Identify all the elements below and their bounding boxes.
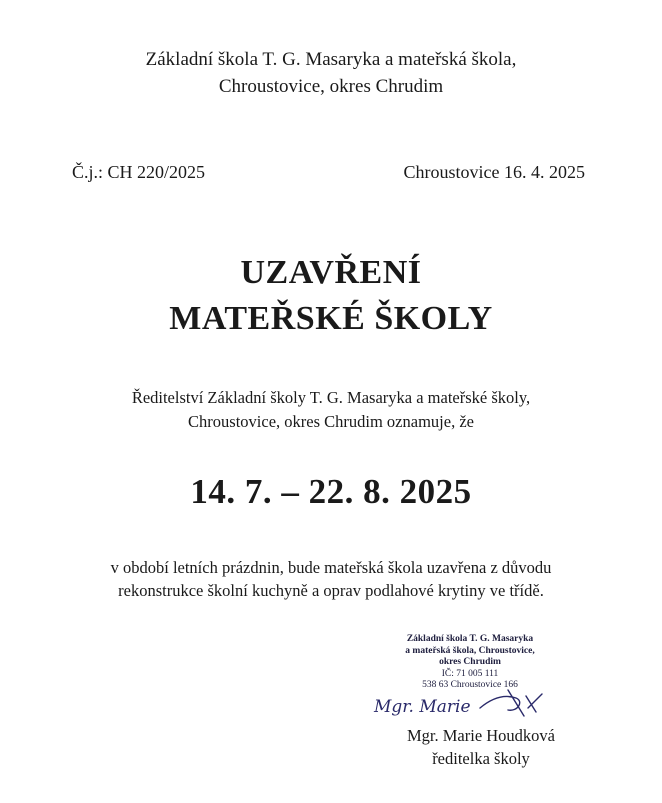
reference-number: Č.j.: CH 220/2025 bbox=[72, 162, 206, 182]
document-title bbox=[0, 250, 662, 342]
stamp-line3: okres Chrudim bbox=[439, 657, 501, 667]
signature-script: Mgr. Marie bbox=[374, 697, 471, 717]
intro-paragraph bbox=[0, 386, 662, 434]
stamp-line1: Základní škola T. G. Masaryka bbox=[406, 634, 534, 644]
stamp-line4: IČ: 71 005 111 bbox=[441, 668, 499, 679]
stamp-line5: 538 63 Chroustovice 166 bbox=[422, 680, 518, 690]
stamp-line2: a mateřská škola, Chroustovice, bbox=[405, 645, 535, 656]
handwritten-signature bbox=[368, 686, 568, 722]
signatory-block bbox=[396, 724, 566, 770]
intro-line2: Chroustovice, okres Chrudim oznamuje, že bbox=[188, 412, 474, 431]
intro-line1: Ředitelství Základní školy T. G. Masaryka a mateřské školy, bbox=[131, 388, 531, 407]
school-stamp bbox=[370, 634, 570, 692]
school-name-line2: Chroustovice, okres Chrudim bbox=[218, 76, 444, 97]
body-line2: rekonstrukce školní kuchyně a oprav podlahové krytiny ve třídě. bbox=[118, 581, 544, 600]
title-line2: MATEŘSKÉ ŠKOLY bbox=[169, 300, 493, 337]
signature-flourish bbox=[480, 690, 542, 716]
signatory-role: ředitelka školy bbox=[432, 749, 530, 768]
body-line1: v období letních prázdnin, bude mateřská škola uzavřena z důvodu bbox=[110, 558, 552, 577]
school-header bbox=[0, 46, 662, 100]
closure-period: 14. 7. – 22. 8. 2025 bbox=[190, 472, 472, 511]
title-line1: UZAVŘENÍ bbox=[240, 254, 422, 291]
place-and-date: Chroustovice 16. 4. 2025 bbox=[403, 162, 585, 182]
signatory-name: Mgr. Marie Houdková bbox=[406, 726, 556, 745]
school-name-line1: Základní škola T. G. Masaryka a mateřská škola, bbox=[145, 49, 517, 70]
body-paragraph bbox=[0, 556, 662, 602]
